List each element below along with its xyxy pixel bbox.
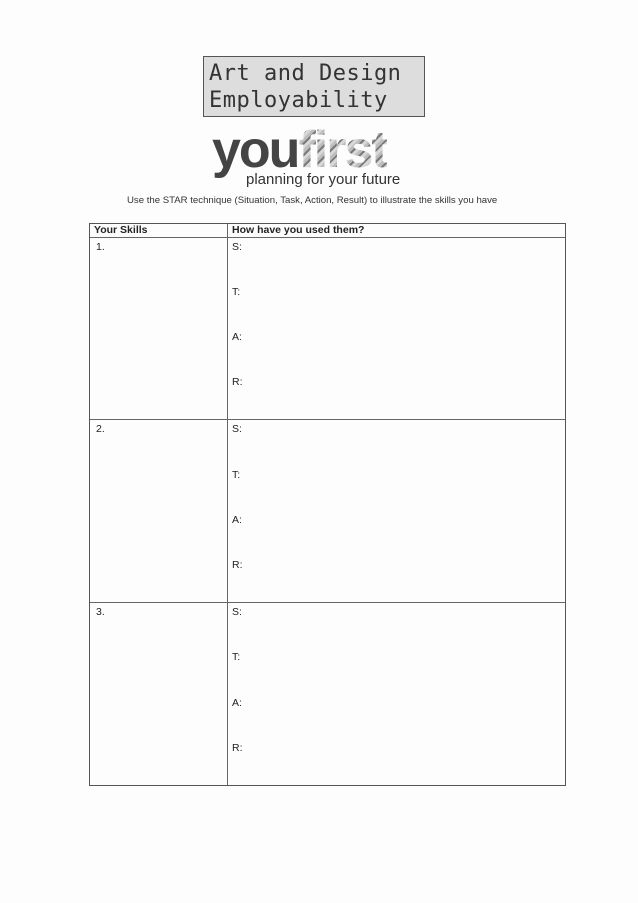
row-divider-1 <box>90 419 565 420</box>
row-3-action-label: A: <box>232 697 242 709</box>
row-1-situation-label: S: <box>232 241 242 253</box>
row-2-task-label: T: <box>232 469 241 481</box>
row-1-number: 1. <box>96 241 105 253</box>
row-1-task-label: T: <box>232 286 241 298</box>
title-line-1: Art and Design <box>209 61 402 86</box>
logo-first-text: first <box>298 121 387 179</box>
title-line-2: Employability <box>209 88 388 113</box>
row-3-task-label: T: <box>232 651 241 663</box>
star-table <box>89 223 566 786</box>
header-divider <box>90 237 565 238</box>
header-your-skills: Your Skills <box>94 224 148 236</box>
row-3-result-label: R: <box>232 742 243 754</box>
row-2-situation-label: S: <box>232 423 242 435</box>
row-1-result-label: R: <box>232 376 243 388</box>
logo-you-text: you <box>212 121 299 179</box>
row-2-result-label: R: <box>232 559 243 571</box>
row-divider-2 <box>90 602 565 603</box>
column-divider <box>227 224 228 785</box>
row-3-situation-label: S: <box>232 606 242 618</box>
logo-tagline: planning for your future <box>246 171 401 188</box>
instruction-text: Use the STAR technique (Situation, Task, Action, Result) to illustrate the skills you have <box>127 195 498 206</box>
row-1-action-label: A: <box>232 331 242 343</box>
row-2-number: 2. <box>96 423 105 435</box>
row-3-number: 3. <box>96 606 105 618</box>
row-2-action-label: A: <box>232 514 242 526</box>
title-box <box>203 56 425 117</box>
header-how-used: How have you used them? <box>232 224 365 236</box>
